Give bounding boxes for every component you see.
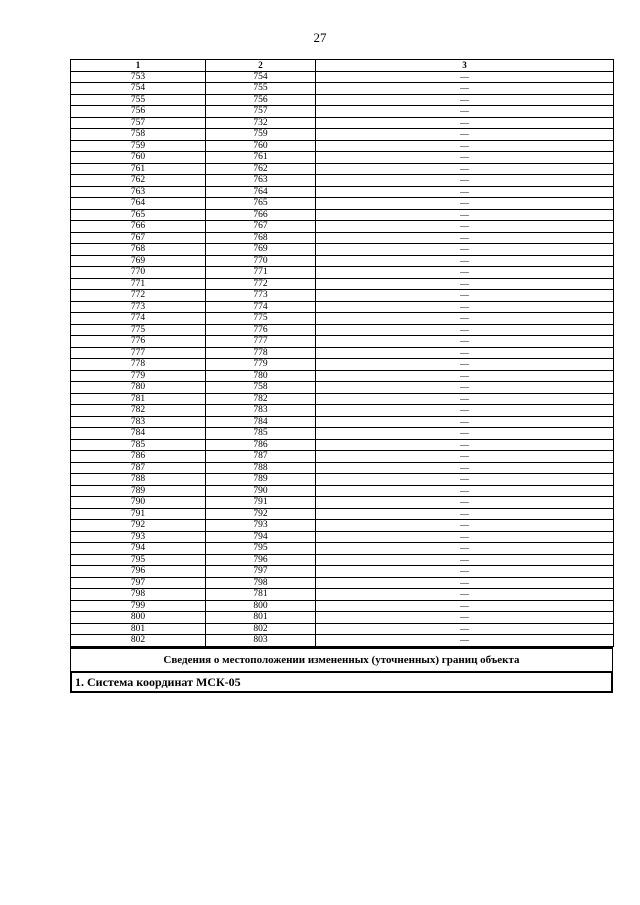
table-cell-col-2: 796: [206, 554, 316, 566]
table-cell-col-1: 795: [71, 554, 206, 566]
table-cell-col-2: 785: [206, 428, 316, 440]
table-cell-col-1: 766: [71, 221, 206, 233]
table-cell-col-2: 802: [206, 623, 316, 635]
table-cell-col-2: 761: [206, 152, 316, 164]
table-row: [71, 221, 614, 233]
table-cell-col-3: —: [316, 94, 614, 106]
table-row: [71, 244, 614, 256]
table-cell-col-3: —: [316, 451, 614, 463]
table-cell-col-2: 780: [206, 370, 316, 382]
table-cell-col-2: 759: [206, 129, 316, 141]
table-row: [71, 474, 614, 486]
table-cell-col-3: —: [316, 140, 614, 152]
table-cell-col-2: 768: [206, 232, 316, 244]
table-row: [71, 186, 614, 198]
table-cell-col-3: —: [316, 129, 614, 141]
table-row: [71, 324, 614, 336]
table-row: [71, 462, 614, 474]
table-cell-col-2: 755: [206, 83, 316, 95]
table-row: [71, 301, 614, 313]
table-row: [71, 71, 614, 83]
table-row: [71, 163, 614, 175]
table-cell-col-1: 774: [71, 313, 206, 325]
table-cell-col-3: —: [316, 485, 614, 497]
table-cell-col-3: —: [316, 324, 614, 336]
table-cell-col-2: 760: [206, 140, 316, 152]
table-row: [71, 278, 614, 290]
table-cell-col-3: —: [316, 382, 614, 394]
table-cell-col-1: 780: [71, 382, 206, 394]
table-cell-col-3: —: [316, 531, 614, 543]
table-cell-col-2: 776: [206, 324, 316, 336]
table-cell-col-2: 769: [206, 244, 316, 256]
table-cell-col-2: 798: [206, 577, 316, 589]
table-cell-col-1: 758: [71, 129, 206, 141]
table-cell-col-1: 793: [71, 531, 206, 543]
table-body: [71, 71, 614, 646]
table-cell-col-1: 791: [71, 508, 206, 520]
table-cell-col-2: 763: [206, 175, 316, 187]
coordinate-system-title: 1. Система координат МСК-05: [70, 672, 613, 693]
table-cell-col-3: —: [316, 163, 614, 175]
table-cell-col-1: 802: [71, 635, 206, 647]
page-number: 27: [313, 30, 327, 45]
table-cell-col-1: 771: [71, 278, 206, 290]
table-cell-col-1: 782: [71, 405, 206, 417]
table-cell-col-2: 773: [206, 290, 316, 302]
table-cell-col-2: 788: [206, 462, 316, 474]
table-cell-col-3: —: [316, 566, 614, 578]
table-cell-col-2: 778: [206, 347, 316, 359]
table-cell-col-2: 772: [206, 278, 316, 290]
table-cell-col-1: 753: [71, 71, 206, 83]
table-cell-col-3: —: [316, 336, 614, 348]
table-cell-col-2: 783: [206, 405, 316, 417]
table-cell-col-3: —: [316, 577, 614, 589]
table-cell-col-1: 763: [71, 186, 206, 198]
table-cell-col-2: 779: [206, 359, 316, 371]
table-row: [71, 520, 614, 532]
table-row: [71, 198, 614, 210]
table-cell-col-1: 788: [71, 474, 206, 486]
section-title: Сведения о местоположении измененных (уточненных) границ объекта: [70, 647, 613, 672]
table-row: [71, 543, 614, 555]
table-cell-col-2: 732: [206, 117, 316, 129]
table-cell-col-3: —: [316, 267, 614, 279]
table-cell-col-2: 767: [206, 221, 316, 233]
table-cell-col-3: —: [316, 278, 614, 290]
table-row: [71, 428, 614, 440]
table-cell-col-1: 775: [71, 324, 206, 336]
table-cell-col-3: —: [316, 416, 614, 428]
table-cell-col-2: 757: [206, 106, 316, 118]
table-cell-col-1: 768: [71, 244, 206, 256]
table-row: [71, 175, 614, 187]
table-row: [71, 117, 614, 129]
table-cell-col-1: 798: [71, 589, 206, 601]
table-cell-col-1: 754: [71, 83, 206, 95]
table-cell-col-3: —: [316, 347, 614, 359]
table-cell-col-1: 783: [71, 416, 206, 428]
table-cell-col-3: —: [316, 209, 614, 221]
table-cell-col-1: 787: [71, 462, 206, 474]
table-cell-col-3: —: [316, 117, 614, 129]
table-cell-col-2: 770: [206, 255, 316, 267]
table-cell-col-2: 794: [206, 531, 316, 543]
table-cell-col-3: —: [316, 186, 614, 198]
table-cell-col-1: 760: [71, 152, 206, 164]
table-cell-col-2: 787: [206, 451, 316, 463]
table-cell-col-1: 790: [71, 497, 206, 509]
table-cell-col-2: 777: [206, 336, 316, 348]
table-cell-col-1: 769: [71, 255, 206, 267]
table-cell-col-3: —: [316, 554, 614, 566]
table-cell-col-2: 756: [206, 94, 316, 106]
table-cell-col-3: —: [316, 428, 614, 440]
table-cell-col-1: 776: [71, 336, 206, 348]
table-cell-col-2: 791: [206, 497, 316, 509]
table-row: [71, 106, 614, 118]
table-cell-col-1: 789: [71, 485, 206, 497]
table-cell-col-2: 797: [206, 566, 316, 578]
table-cell-col-1: 759: [71, 140, 206, 152]
table-row: [71, 313, 614, 325]
table-cell-col-1: 777: [71, 347, 206, 359]
table-cell-col-2: 781: [206, 589, 316, 601]
table-cell-col-3: —: [316, 623, 614, 635]
table-row: [71, 370, 614, 382]
table-row: [71, 485, 614, 497]
table-cell-col-1: 764: [71, 198, 206, 210]
table-cell-col-1: 801: [71, 623, 206, 635]
table-cell-col-2: 764: [206, 186, 316, 198]
table-cell-col-1: 761: [71, 163, 206, 175]
table-header-row: [71, 60, 614, 72]
table-cell-col-3: —: [316, 635, 614, 647]
table-cell-col-3: —: [316, 106, 614, 118]
table-row: [71, 451, 614, 463]
table-cell-col-2: 784: [206, 416, 316, 428]
table-row: [71, 232, 614, 244]
table-row: [71, 416, 614, 428]
table-cell-col-1: 779: [71, 370, 206, 382]
table-cell-col-1: 794: [71, 543, 206, 555]
table-cell-col-3: —: [316, 612, 614, 624]
table-row: [71, 566, 614, 578]
table-cell-col-3: —: [316, 290, 614, 302]
table-cell-col-3: —: [316, 71, 614, 83]
column-header-2: 2: [206, 60, 316, 72]
table-cell-col-1: 755: [71, 94, 206, 106]
table-cell-col-1: 756: [71, 106, 206, 118]
table-cell-col-1: 799: [71, 600, 206, 612]
table-row: [71, 209, 614, 221]
table-cell-col-3: —: [316, 439, 614, 451]
table-cell-col-3: —: [316, 508, 614, 520]
table-cell-col-1: 772: [71, 290, 206, 302]
table-row: [71, 531, 614, 543]
table-cell-col-3: —: [316, 83, 614, 95]
table-cell-col-1: 770: [71, 267, 206, 279]
table-cell-col-2: 793: [206, 520, 316, 532]
table-row: [71, 439, 614, 451]
table-cell-col-3: —: [316, 589, 614, 601]
table-row: [71, 393, 614, 405]
table-cell-col-3: —: [316, 497, 614, 509]
table-cell-col-2: 786: [206, 439, 316, 451]
table-cell-col-2: 789: [206, 474, 316, 486]
table-cell-col-1: 765: [71, 209, 206, 221]
table-cell-col-1: 796: [71, 566, 206, 578]
table-cell-col-2: 774: [206, 301, 316, 313]
table-row: [71, 600, 614, 612]
table-cell-col-3: —: [316, 175, 614, 187]
column-header-1: 1: [71, 60, 206, 72]
table-cell-col-2: 792: [206, 508, 316, 520]
table-cell-col-2: 762: [206, 163, 316, 175]
table-cell-col-1: 762: [71, 175, 206, 187]
table-cell-col-2: 800: [206, 600, 316, 612]
table-cell-col-2: 795: [206, 543, 316, 555]
table-row: [71, 612, 614, 624]
table-cell-col-3: —: [316, 313, 614, 325]
boundary-points-table-wrapper: [70, 59, 613, 693]
table-cell-col-2: 758: [206, 382, 316, 394]
table-cell-col-3: —: [316, 359, 614, 371]
table-row: [71, 347, 614, 359]
table-cell-col-1: 792: [71, 520, 206, 532]
table-row: [71, 336, 614, 348]
table-row: [71, 382, 614, 394]
table-row: [71, 405, 614, 417]
table-row: [71, 255, 614, 267]
table-cell-col-1: 797: [71, 577, 206, 589]
table-row: [71, 267, 614, 279]
table-cell-col-2: 775: [206, 313, 316, 325]
table-cell-col-2: 766: [206, 209, 316, 221]
table-row: [71, 359, 614, 371]
table-row: [71, 497, 614, 509]
table-cell-col-2: 765: [206, 198, 316, 210]
table-cell-col-1: 785: [71, 439, 206, 451]
table-cell-col-1: 781: [71, 393, 206, 405]
boundary-points-table: [70, 59, 614, 647]
table-row: [71, 623, 614, 635]
table-cell-col-1: 784: [71, 428, 206, 440]
table-cell-col-3: —: [316, 600, 614, 612]
table-cell-col-3: —: [316, 301, 614, 313]
table-cell-col-2: 790: [206, 485, 316, 497]
table-row: [71, 83, 614, 95]
table-row: [71, 140, 614, 152]
table-cell-col-3: —: [316, 393, 614, 405]
table-cell-col-3: —: [316, 255, 614, 267]
table-cell-col-1: 778: [71, 359, 206, 371]
table-row: [71, 129, 614, 141]
table-cell-col-3: —: [316, 221, 614, 233]
table-cell-col-2: 754: [206, 71, 316, 83]
table-cell-col-1: 757: [71, 117, 206, 129]
table-cell-col-3: —: [316, 474, 614, 486]
table-row: [71, 508, 614, 520]
table-cell-col-1: 786: [71, 451, 206, 463]
column-header-3: 3: [316, 60, 614, 72]
table-cell-col-3: —: [316, 198, 614, 210]
table-cell-col-3: —: [316, 405, 614, 417]
table-row: [71, 577, 614, 589]
table-cell-col-3: —: [316, 462, 614, 474]
table-cell-col-3: —: [316, 244, 614, 256]
table-cell-col-2: 803: [206, 635, 316, 647]
table-cell-col-3: —: [316, 152, 614, 164]
table-cell-col-2: 771: [206, 267, 316, 279]
table-cell-col-3: —: [316, 520, 614, 532]
table-row: [71, 152, 614, 164]
table-cell-col-3: —: [316, 232, 614, 244]
table-row: [71, 554, 614, 566]
table-cell-col-3: —: [316, 543, 614, 555]
table-row: [71, 290, 614, 302]
table-row: [71, 589, 614, 601]
table-cell-col-1: 773: [71, 301, 206, 313]
table-cell-col-2: 801: [206, 612, 316, 624]
table-cell-col-1: 800: [71, 612, 206, 624]
table-row: [71, 635, 614, 647]
table-cell-col-2: 782: [206, 393, 316, 405]
table-cell-col-1: 767: [71, 232, 206, 244]
table-row: [71, 94, 614, 106]
table-cell-col-3: —: [316, 370, 614, 382]
